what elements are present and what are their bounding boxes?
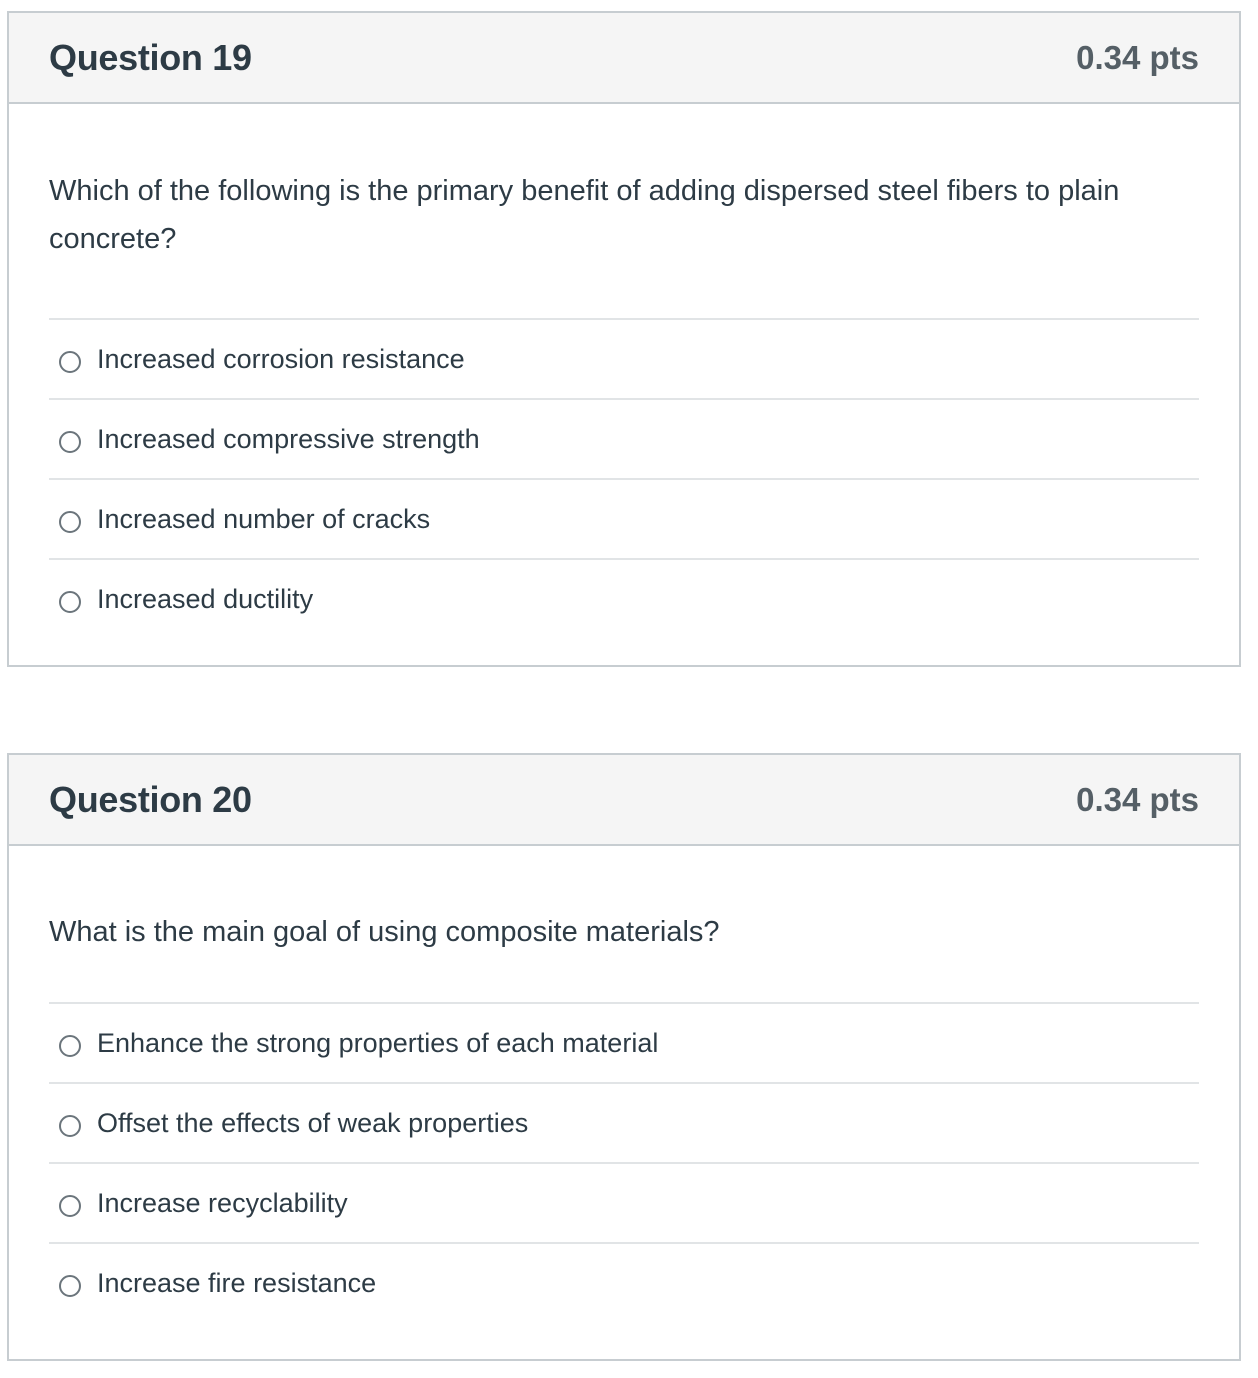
answer-option[interactable]	[49, 400, 1199, 480]
question-text: Which of the following is the primary benefit of adding dispersed steel fibers to plain concrete?	[49, 175, 1120, 255]
question-points: 0.34 pts	[1076, 780, 1199, 818]
answer-label[interactable]: Increased corrosion resistance	[97, 343, 465, 374]
answer-label[interactable]: Increase fire resistance	[97, 1267, 377, 1298]
answer-list	[49, 1002, 1199, 1322]
answer-label[interactable]: Offset the effects of weak properties	[97, 1107, 529, 1138]
answer-label[interactable]: Increased number of cracks	[97, 503, 431, 534]
answer-option[interactable]	[49, 1244, 1199, 1322]
answer-label[interactable]: Increased compressive strength	[97, 423, 480, 454]
radio-button-icon[interactable]	[59, 511, 81, 533]
question-text: What is the main goal of using composite materials?	[49, 916, 720, 948]
radio-button-icon[interactable]	[59, 591, 81, 613]
question-title: Question 19	[49, 36, 252, 78]
radio-button-icon[interactable]	[59, 1035, 81, 1057]
answer-option[interactable]	[49, 320, 1199, 400]
answer-option[interactable]	[49, 560, 1199, 638]
question-body	[9, 846, 1239, 1322]
radio-button-icon[interactable]	[59, 1115, 81, 1137]
question-points: 0.34 pts	[1076, 38, 1199, 76]
answer-label[interactable]: Increase recyclability	[97, 1187, 348, 1218]
question-title: Question 20	[49, 778, 252, 820]
radio-button-icon[interactable]	[59, 1275, 81, 1297]
answer-label[interactable]: Increased ductility	[97, 583, 314, 614]
answer-list	[49, 318, 1199, 638]
radio-button-icon[interactable]	[59, 431, 81, 453]
answer-option[interactable]	[49, 1164, 1199, 1244]
question-19-card	[7, 11, 1241, 667]
question-header	[9, 755, 1239, 846]
answer-option[interactable]	[49, 1004, 1199, 1084]
answer-option[interactable]	[49, 480, 1199, 560]
question-header	[9, 13, 1239, 104]
answer-label[interactable]: Enhance the strong properties of each material	[97, 1027, 659, 1058]
question-body	[9, 104, 1239, 638]
answer-option[interactable]	[49, 1084, 1199, 1164]
radio-button-icon[interactable]	[59, 1195, 81, 1217]
question-20-card	[7, 753, 1241, 1361]
radio-button-icon[interactable]	[59, 351, 81, 373]
